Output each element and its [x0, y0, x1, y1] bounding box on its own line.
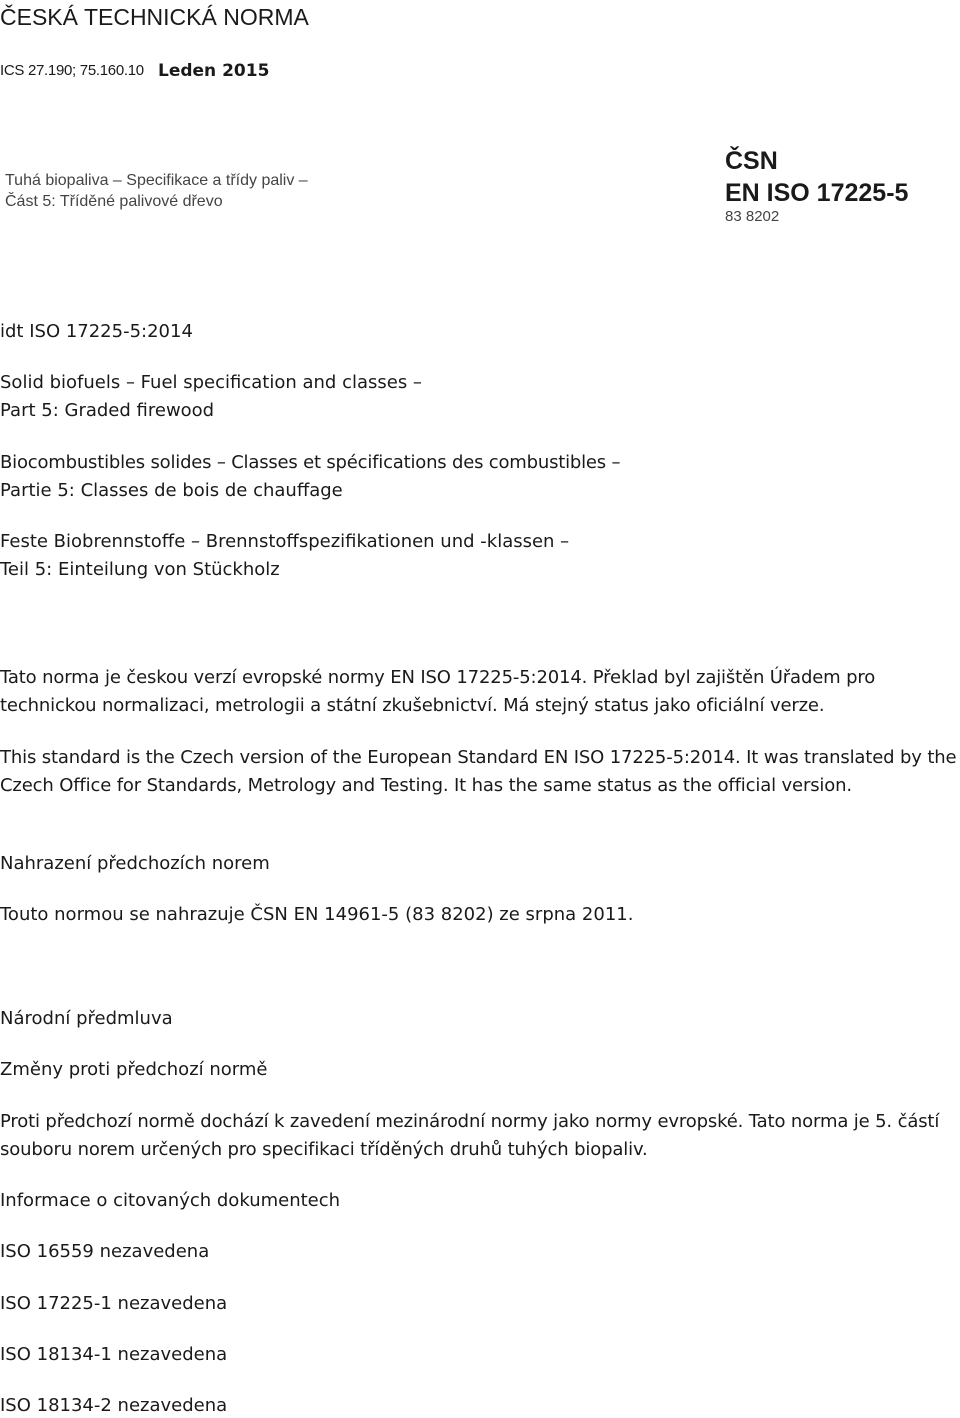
cited-document-item: ISO 18134-1 nezavedena [0, 1344, 228, 1365]
czech-title-line-2: Část 5: Tříděné palivové dřevo [5, 193, 223, 210]
german-title-line-2: Teil 5: Einteilung von Stückholz [0, 559, 280, 580]
cited-document-item: ISO 16559 nezavedena [0, 1241, 210, 1262]
german-title-line-1: Feste Biobrennstoffe – Brennstoffspezifikationen und -klassen – [0, 531, 570, 552]
ics-code: ICS 27.190; 75.160.10 [0, 62, 144, 79]
french-title-line-1: Biocombustibles solides – Classes et spécifications des combustibles – [0, 452, 621, 473]
czech-statement: Tato norma je českou verzí evropské normy EN ISO 17225-5:2014. Překlad byl zajištěn Úřadem pro technickou normalizaci, metrologii a státní zkušebnictví. Má stejný status jako oficiální verze. [0, 667, 876, 716]
cited-document-item: ISO 18134-2 nezavedena [0, 1395, 228, 1416]
english-title-line-1: Solid biofuels – Fuel specification and classes – [0, 372, 422, 393]
standard-number: EN ISO 17225-5 [725, 179, 909, 207]
csn-label: ČSN [725, 147, 778, 175]
english-statement: This standard is the Czech version of the European Standard EN ISO 17225-5:2014. It was translated by the Czech Office for Standards, Metrology and Testing. It has the same status as the official version. [0, 747, 957, 796]
cited-documents-heading: Informace o citovaných dokumentech [0, 1190, 341, 1211]
changes-text: Proti předchozí normě dochází k zavedení mezinárodní normy jako normy evropské. Tato norma je 5. částí souboru norem určených pro specifikaci tříděných druhů tuhých biopaliv. [0, 1111, 940, 1160]
french-title-line-2: Partie 5: Classes de bois de chauffage [0, 480, 343, 501]
standard-type-title: ČESKÁ TECHNICKÁ NORMA [0, 4, 309, 30]
foreword-heading: Národní předmluva [0, 1008, 173, 1029]
english-title-line-2: Part 5: Graded firewood [0, 400, 215, 421]
cited-document-item: ISO 17225-1 nezavedena [0, 1293, 228, 1314]
replacement-text: Touto normou se nahrazuje ČSN EN 14961-5 (83 8202) ze srpna 2011. [0, 904, 634, 925]
czech-title-line-1: Tuhá biopaliva – Specifikace a třídy paliv – [5, 172, 308, 189]
changes-heading: Změny proti předchozí normě [0, 1059, 268, 1080]
issue-date: Leden 2015 [158, 61, 270, 81]
replacement-heading: Nahrazení předchozích norem [0, 853, 270, 874]
classification-code: 83 8202 [725, 208, 780, 225]
identity-note: idt ISO 17225-5:2014 [0, 321, 193, 342]
